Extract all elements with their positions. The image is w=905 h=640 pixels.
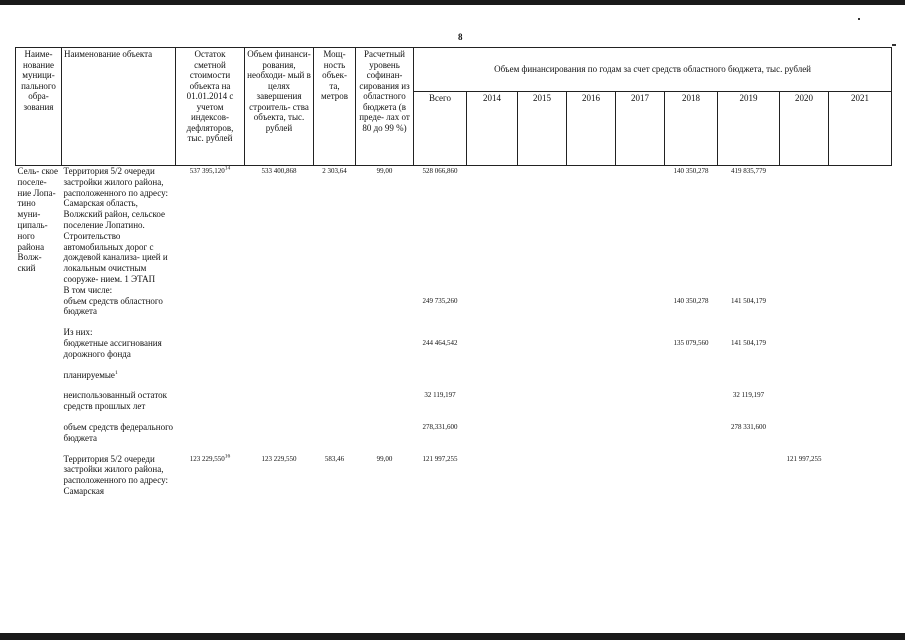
table-row (16, 390, 892, 412)
including-label: В том числе: (63, 284, 113, 295)
scan-speck (858, 18, 860, 20)
remaining-cost-value: 123 229,550 (189, 454, 225, 463)
years-group-header: Объем финансирования по годам за счет средств областного бюджета, тыс. рублей (414, 48, 892, 92)
col-municipality-header: Наиме- нование муници- пального обра- зования (16, 48, 62, 166)
funding-value: 123 229,550 (261, 454, 297, 463)
year-2020-value: 121 997,255 (786, 454, 822, 463)
funding-value: 533 400,868 (261, 167, 297, 175)
unused-balance-label: неиспользованный остаток средств прошлых лет (63, 390, 167, 412)
page-number: 8 (458, 32, 463, 42)
total-value: 121 997,255 (422, 454, 458, 463)
remaining-cost-value: 537 395,120 (189, 167, 225, 175)
col-object-header: Наименование объекта (62, 48, 176, 166)
year-2019-value: 278 331,600 (731, 422, 766, 431)
capacity-value: 2 303,64 (322, 167, 347, 175)
col-capacity-header: Мощ- ность объек- та, метров (314, 48, 356, 166)
col-remaining-header: Остаток сметной стоимости объекта на 01.01.2014 с учетом индексов- дефляторов, тыс. рублей (176, 48, 245, 166)
table-row (16, 166, 892, 285)
municipality-name: Сель- ское поселе- ние Лопа- тино муни- ципаль- ного района Волж- ский (17, 166, 58, 274)
table-row (16, 370, 892, 381)
col-year-header: 2018 (665, 92, 718, 166)
year-2018-value: 140 350,278 (673, 167, 709, 175)
total-value: 249 735,260 (422, 296, 458, 305)
footnote-mark: 1 (114, 369, 118, 376)
table-row (16, 422, 892, 444)
financing-table (15, 47, 892, 497)
of-them-label: Из них: (63, 327, 93, 338)
capacity-value: 583,46 (324, 454, 345, 463)
table-row (16, 454, 892, 497)
col-year-header: 2020 (780, 92, 829, 166)
federal-budget-label: объем средств федерального бюджета (63, 421, 174, 443)
table-row (16, 327, 892, 359)
col-funding-header: Объем финанси- рования, необходи- мый в целях завершения строитель- ства объекта, тыс. рублей (245, 48, 314, 166)
table-row (16, 285, 892, 317)
col-cofinancing-header: Расчетный уровень софинан- сирования из областного бюджета (в преде- лах от 80 до 99 %) (356, 48, 414, 166)
total-value: 32 119,197 (424, 391, 456, 400)
total-value: 528 066,860 (422, 167, 458, 175)
top-rule (0, 0, 905, 5)
total-value: 244 464,542 (422, 339, 458, 348)
regional-budget-label: объем средств областного бюджета (63, 295, 163, 317)
object-name: Территория 5/2 очереди застройки жилого района, расположенного по адресу: Самарская (63, 453, 169, 496)
year-2019-value: 32 119,197 (732, 391, 765, 400)
footnote-mark: 16 (224, 453, 231, 460)
footnote-mark: 14 (224, 165, 231, 172)
col-year-header: 2015 (518, 92, 567, 166)
object-name: Территория 5/2 очереди застройки жилого района, расположенного по адресу: Самарская область, Волжский район, сельское поселение Лопатино. Строительство автомобильных дорог с дождевой канализа- цией и локальным очистным сооруже- нием. 1 ЭТАП (63, 166, 169, 284)
year-2019-value: 419 835,779 (731, 167, 766, 175)
cofinancing-value: 99,00 (376, 167, 393, 175)
year-2018-value: 135 079,560 (673, 339, 709, 348)
col-year-header: 2019 (718, 92, 780, 166)
cofinancing-value: 99,00 (376, 454, 393, 463)
col-year-header: 2016 (567, 92, 616, 166)
scan-speck (892, 44, 896, 46)
year-2019-value: 141 504,179 (731, 339, 766, 348)
total-value: 278,331,600 (422, 422, 458, 431)
col-total-header: Всего (414, 92, 467, 166)
year-2018-value: 140 350,278 (673, 296, 709, 305)
col-year-header: 2014 (467, 92, 518, 166)
bottom-rule (0, 633, 905, 640)
road-fund-label: бюджетные ассигнования дорожного фонда (63, 337, 162, 359)
col-year-header: 2021 (829, 92, 892, 166)
planned-label: планируемые (63, 369, 115, 380)
year-2019-value: 141 504,179 (731, 296, 766, 305)
col-year-header: 2017 (616, 92, 665, 166)
